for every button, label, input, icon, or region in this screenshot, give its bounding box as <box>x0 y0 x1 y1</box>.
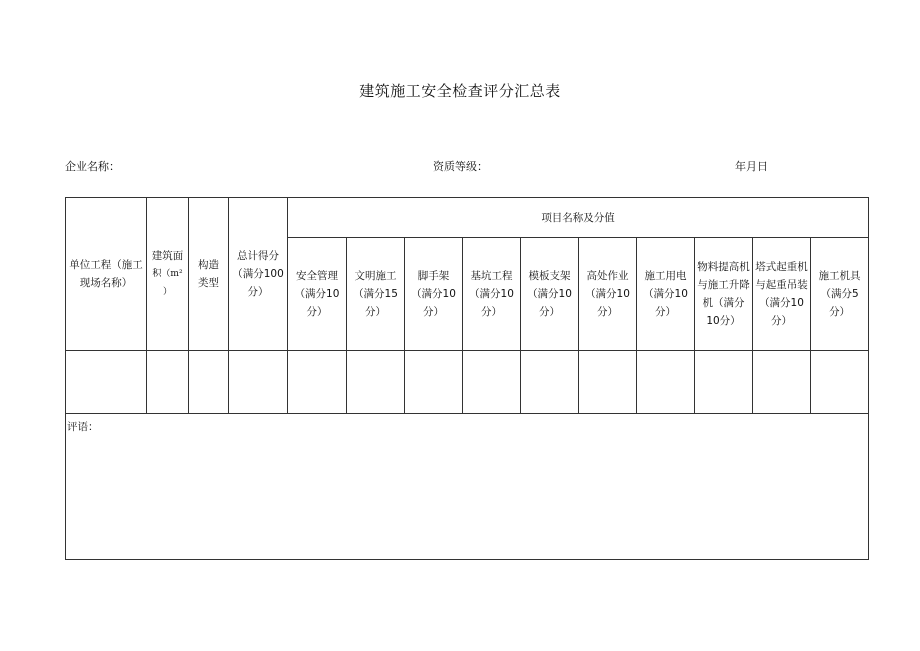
item-line: 分） <box>306 306 328 318</box>
cell-unit-project[interactable] <box>66 351 147 414</box>
item-line: （满分5 <box>820 288 859 300</box>
item-line: 分） <box>771 315 792 327</box>
header-building-area <box>147 198 189 351</box>
cell-item-score[interactable] <box>521 351 579 414</box>
item-line: 文明施工 <box>354 270 397 282</box>
item-line: （满分10 <box>411 288 456 300</box>
header-building-area-line: 建筑面 <box>151 250 184 262</box>
item-line: （满分10 <box>469 288 514 300</box>
page-title: 建筑施工安全检查评分汇总表 <box>359 82 561 100</box>
cell-item-score[interactable] <box>405 351 463 414</box>
item-line: 与施工升降 <box>697 279 750 291</box>
cell-item-score[interactable] <box>463 351 521 414</box>
header-building-area-line: ） <box>162 287 172 297</box>
item-line: 分） <box>597 306 618 318</box>
item-line: （满分10 <box>759 297 804 309</box>
header-building-area-line: 积（m² <box>152 269 183 279</box>
item-line: 与起重吊装 <box>755 279 808 291</box>
cell-item-score[interactable] <box>811 351 869 414</box>
header-total-score-line: 分） <box>247 286 269 298</box>
header-unit-project-line: 单位工程（施工 <box>69 259 143 271</box>
item-construction-electricity <box>637 238 695 351</box>
cell-total-score[interactable] <box>229 351 288 414</box>
item-work-at-height <box>579 238 637 351</box>
item-foundation-pit <box>463 238 521 351</box>
item-line: （满分15 <box>353 288 398 300</box>
cell-item-score[interactable] <box>288 351 347 414</box>
item-line: 分） <box>829 306 851 318</box>
item-line: 施工机具 <box>818 270 861 282</box>
item-line: 安全管理 <box>296 270 338 282</box>
header-total-score-line: （满分100 <box>232 268 284 280</box>
cell-item-score[interactable] <box>637 351 695 414</box>
header-structure-type <box>189 198 229 351</box>
item-line: 机（满分 <box>702 297 745 309</box>
header-structure-type-line: 类型 <box>198 277 219 289</box>
item-tower-crane <box>753 238 811 351</box>
header-total-score <box>229 198 288 351</box>
item-line: 高处作业 <box>586 270 629 282</box>
item-construction-machinery <box>811 238 869 351</box>
date-label: 年月日 <box>735 160 768 173</box>
item-line: 分） <box>655 306 676 318</box>
company-name-label: 企业名称： <box>65 160 120 173</box>
data-row <box>66 351 869 414</box>
item-line: 施工用电 <box>644 270 687 282</box>
item-line: （满分10 <box>294 288 340 300</box>
cell-building-area[interactable] <box>147 351 189 414</box>
comment-cell[interactable] <box>66 414 869 560</box>
item-material-hoist <box>695 238 753 351</box>
item-line: 10分） <box>706 315 741 327</box>
item-line: 物料提高机 <box>697 261 750 273</box>
item-line: 塔式起重机 <box>755 261 808 273</box>
item-line: 基坑工程 <box>470 270 513 282</box>
item-formwork-support <box>521 238 579 351</box>
header-unit-project-line: 现场名称） <box>79 277 133 289</box>
cell-structure-type[interactable] <box>189 351 229 414</box>
item-line: 分） <box>423 306 444 318</box>
cell-item-score[interactable] <box>347 351 405 414</box>
header-total-score-line: 总计得分 <box>237 250 279 262</box>
comment-label: 评语： <box>67 421 99 433</box>
score-summary-table <box>65 197 869 560</box>
item-line: （满分10 <box>643 288 688 300</box>
item-line: 分） <box>539 306 560 318</box>
item-line: 模板支架 <box>528 270 571 282</box>
item-line: （满分10 <box>585 288 630 300</box>
header-items: 项目名称及分值 <box>288 198 869 238</box>
item-scaffolding <box>405 238 463 351</box>
qualification-label: 资质等级： <box>433 160 488 173</box>
header-structure-type-line: 构造 <box>198 259 219 271</box>
item-safety-management <box>288 238 347 351</box>
header-unit-project <box>66 198 147 351</box>
item-line: 分） <box>365 306 386 318</box>
item-line: 分） <box>481 306 502 318</box>
cell-item-score[interactable] <box>695 351 753 414</box>
cell-item-score[interactable] <box>753 351 811 414</box>
item-line: 脚手架 <box>417 270 450 282</box>
item-civilized-construction <box>347 238 405 351</box>
cell-item-score[interactable] <box>579 351 637 414</box>
item-line: （满分10 <box>527 288 572 300</box>
